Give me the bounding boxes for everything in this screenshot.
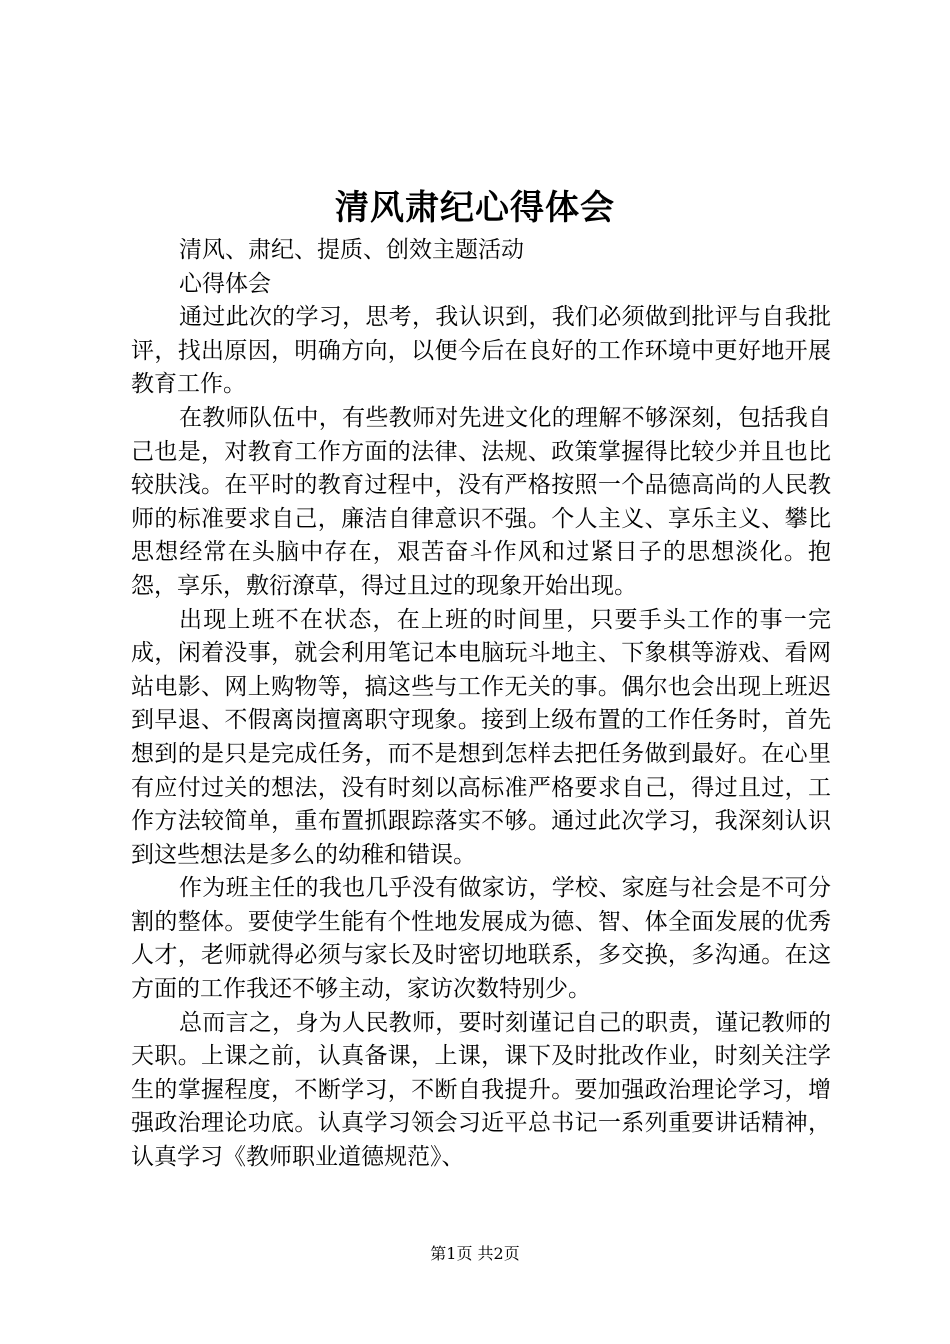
- page-number-footer: 第1页 共2页: [430, 1244, 520, 1263]
- body-paragraph: 总而言之，身为人民教师，要时刻谨记自己的职责，谨记教师的天职。上课之前，认真备课，上课，课下及时批改作业，时刻关注学生的掌握程度，不断学习，不断自我提升。要加强政治理论学习，增强政治理论功底。认真学习领会习近平总书记一系列重要讲话精神，认真学习《教师职业道德规范》、: [131, 1009, 831, 1171]
- page-title: 清风肃纪心得体会: [335, 188, 615, 228]
- body-paragraph: 作为班主任的我也几乎没有做家访，学校、家庭与社会是不可分割的整体。要使学生能有个性地发展成为德、智、体全面发展的优秀人才，老师就得必须与家长及时密切地联系，多交换，多沟通。在这方面的工作我还不够主动，家访次数特别少。: [131, 875, 831, 1003]
- subtitle-line: 清风、肃纪、提质、创效主题活动: [179, 237, 524, 263]
- body-paragraph: 出现上班不在状态，在上班的时间里，只要手头工作的事一完成，闲着没事，就会利用笔记本电脑玩斗地主、下象棋等游戏、看网站电影、网上购物等，搞这些与工作无关的事。偶尔也会出现上班迟到早退、不假离岗擅离职守现象。接到上级布置的工作任务时，首先想到的是只是完成任务，而不是想到怎样去把任务做到最好。在心里有应付过关的想法，没有时刻以高标准严格要求自己，得过且过，工作方法较简单，重布置抓跟踪落实不够。通过此次学习，我深刻认识到这些想法是多么的幼稚和错误。: [131, 606, 831, 868]
- subtitle-line: 心得体会: [179, 270, 271, 297]
- body-paragraph: 通过此次的学习，思考，我认识到，我们必须做到批评与自我批评，找出原因，明确方向，以便今后在良好的工作环境中更好地开展教育工作。: [131, 304, 831, 398]
- document-body: [131, 234, 831, 1175]
- body-paragraph: 在教师队伍中，有些教师对先进文化的理解不够深刻，包括我自己也是，对教育工作方面的法律、法规、政策掌握得比较少并且也比较肤浅。在平时的教育过程中，没有严格按照一个品德高尚的人民教师的标准要求自己，廉洁自律意识不强。个人主义、享乐主义、攀比思想经常在头脑中存在，艰苦奋斗作风和过紧日子的思想淡化。抱怨，享乐，敷衍潦草，得过且过的现象开始出现。: [131, 404, 831, 599]
